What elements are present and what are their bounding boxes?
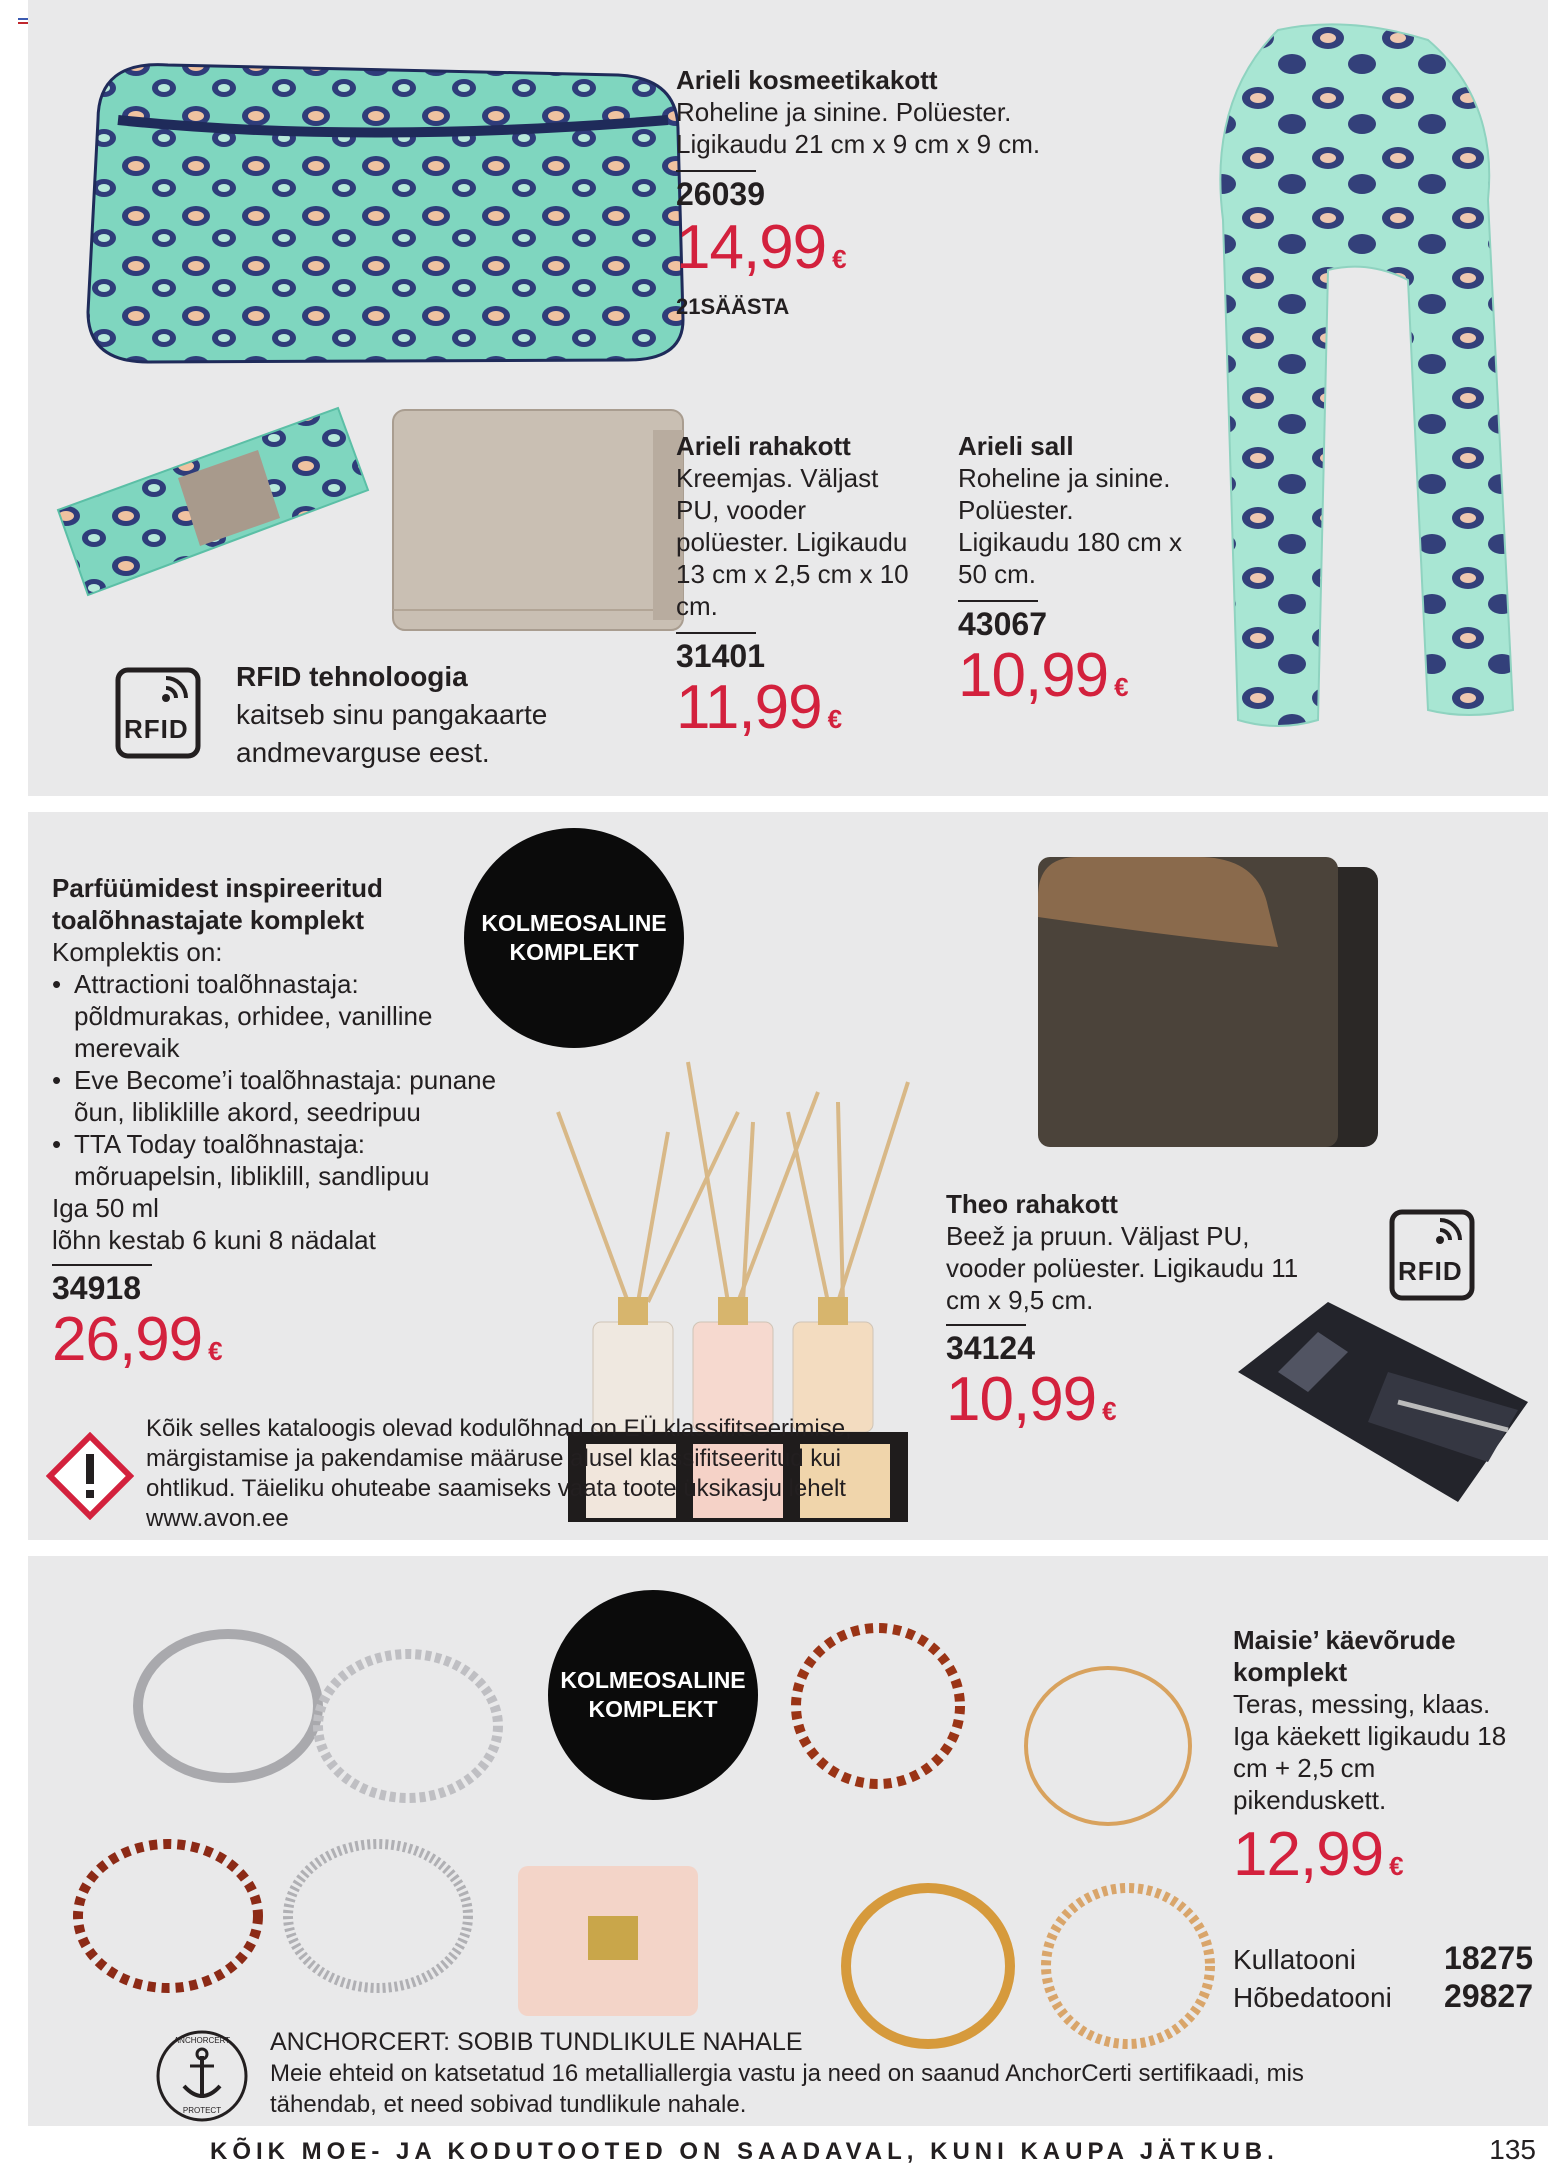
hazard-note: Kõik selles kataloogis olevad kodulõhnad on EÜ klassifitseerimise, märgistamise ja pakendamise määruse alusel klassifitseeritud kui ohtlikud. Täieliku ohuteabe saamiseks vaata toote üksikasju lehelt www.avon.ee bbox=[146, 1415, 852, 1532]
badge-line2: KOMPLEKT bbox=[588, 1696, 718, 1722]
cosmetic-bag-image bbox=[58, 50, 708, 370]
theo-wallet-info bbox=[946, 1188, 1306, 1442]
scarf-price bbox=[958, 641, 1188, 718]
wallet-title: Arieli rahakott bbox=[676, 431, 851, 461]
wallet-info bbox=[676, 430, 926, 750]
freshener-item: • TTA Today toalõhnastaja: mõruapelsin, libliklill, sandlipuu bbox=[52, 1128, 512, 1192]
variant-code: 18275 bbox=[1444, 1940, 1533, 1976]
cosmetic-bag-price-value: 14,99 bbox=[676, 213, 827, 282]
currency-symbol: € bbox=[827, 704, 842, 734]
currency-symbol: € bbox=[832, 244, 846, 274]
panel-scarf-wallet-bag bbox=[28, 0, 1548, 796]
currency-symbol: € bbox=[208, 1336, 222, 1366]
cream-wallet-image bbox=[383, 400, 703, 640]
cosmetic-bag-title: Arieli kosmeetikakott bbox=[676, 65, 938, 95]
scarf-info bbox=[958, 430, 1188, 718]
rfid-icon bbox=[114, 664, 206, 762]
freshener-item: • Eve Become’i toalõhnastaja: punane õun, libliklille akord, seedripuu bbox=[52, 1064, 552, 1128]
anchorcert-icon-top: ANCHORCERT bbox=[173, 2036, 231, 2045]
theo-wallet-desc: Beež ja pruun. Väljast PU, vooder polüester. Ligikaudu 11 cm x 9,5 cm. bbox=[946, 1221, 1299, 1315]
cosmetic-bag-desc: Roheline ja sinine. Polüester. Ligikaudu 21 cm x 9 cm x 9 cm. bbox=[676, 97, 1041, 159]
theo-wallet-price-value: 10,99 bbox=[946, 1365, 1097, 1434]
rfid-icon bbox=[1388, 1206, 1480, 1304]
scarf-price-value: 10,99 bbox=[958, 641, 1109, 710]
scarf-image bbox=[1168, 20, 1528, 740]
anchorcert-icon-bottom: PROTECT bbox=[182, 2106, 222, 2115]
variant-code: 29827 bbox=[1444, 1978, 1533, 2014]
anchorcert-info bbox=[270, 2026, 1390, 2120]
anchorcert-title: ANCHORCERT: SOBIB TUNDLIKULE NAHALE bbox=[270, 2028, 803, 2056]
theo-wallet-title: Theo rahakott bbox=[946, 1189, 1118, 1219]
bracelets-info bbox=[1233, 1624, 1533, 1897]
freshener-item: • Attractioni toalõhnastaja: põldmurakas, orhidee, vanilline merevaik bbox=[52, 968, 472, 1064]
variant-name: Hõbedatooni bbox=[1233, 1982, 1392, 2013]
bracelets-title: Maisie’ käevõrude komplekt bbox=[1233, 1625, 1456, 1687]
scarf-title: Arieli sall bbox=[958, 431, 1074, 461]
wallet-price-value: 11,99 bbox=[676, 673, 822, 742]
cosmetic-bag-price bbox=[676, 213, 1116, 290]
rfid-info bbox=[236, 658, 636, 772]
wallet-desc: Kreemjas. Väljast PU, vooder polüester. Ligikaudu 13 cm x 2,5 cm x 10 cm. bbox=[676, 463, 909, 621]
three-piece-badge bbox=[548, 1590, 758, 1800]
currency-symbol: € bbox=[1389, 1851, 1403, 1881]
freshener-duration: lõhn kestab 6 kuni 8 nädalat bbox=[52, 1225, 376, 1255]
cosmetic-bag-code: 26039 bbox=[676, 170, 756, 213]
variant-name: Kullatooni bbox=[1233, 1944, 1356, 1975]
wallet-price bbox=[676, 673, 926, 750]
corner-mark bbox=[18, 18, 28, 26]
badge-line2: KOMPLEKT bbox=[509, 939, 639, 965]
freshener-title: Parfüümidest inspireeritud toalõhnastajate komplekt bbox=[52, 873, 383, 935]
bracelets-price bbox=[1233, 1820, 1533, 1897]
freshener-intro: Komplektis on: bbox=[52, 937, 223, 967]
rfid-icon-text: RFID bbox=[1398, 1256, 1463, 1286]
hazard-warning-icon bbox=[46, 1432, 134, 1520]
badge-line1: KOLMEOSALINE bbox=[560, 1667, 746, 1693]
variant-row bbox=[1233, 1978, 1533, 2016]
footer-note: KÕIK MOE- JA KODUTOOTED ON SAADAVAL, KUNI KAUPA JÄTKUB. bbox=[210, 2138, 1279, 2165]
bracelet-variants bbox=[1233, 1940, 1533, 2016]
rfid-icon-text: RFID bbox=[124, 714, 189, 744]
scarf-desc: Roheline ja sinine. Polüester. Ligikaudu 180 cm x 50 cm. bbox=[958, 463, 1183, 589]
page-number: 135 bbox=[1489, 2134, 1536, 2165]
scarf-code: 43067 bbox=[958, 600, 1038, 643]
currency-symbol: € bbox=[1114, 672, 1128, 702]
badge-line1: KOLMEOSALINE bbox=[481, 910, 667, 936]
freshener-volume: Iga 50 ml bbox=[52, 1193, 159, 1223]
patterned-wallet-image bbox=[48, 400, 378, 600]
variant-row bbox=[1233, 1940, 1533, 1978]
rfid-title: RFID tehnoloogia bbox=[236, 661, 468, 692]
bracelets-price-value: 12,99 bbox=[1233, 1820, 1384, 1889]
anchorcert-desc: Meie ehteid on katsetatud 16 metalliallergia vastu ja need on saanud AnchorCerti sertifikaadi, mis tähendab, et need sobivad tundlikule nahale. bbox=[270, 2060, 1304, 2118]
currency-symbol: € bbox=[1102, 1396, 1116, 1426]
cosmetic-bag-info bbox=[676, 64, 1116, 320]
theo-wallet-price bbox=[946, 1365, 1306, 1442]
wallet-code: 31401 bbox=[676, 632, 756, 675]
freshener-price-value: 26,99 bbox=[52, 1305, 203, 1374]
panel-fresheners-wallet bbox=[28, 812, 1548, 1540]
freshener-code: 34918 bbox=[52, 1264, 152, 1307]
theo-wallet-image bbox=[1018, 837, 1398, 1177]
theo-wallet-code: 34124 bbox=[946, 1324, 1026, 1367]
anchorcert-icon bbox=[154, 2028, 250, 2124]
cosmetic-bag-save: 21SÄÄSTA bbox=[676, 294, 790, 319]
panel-bracelets bbox=[28, 1556, 1548, 2126]
rfid-desc: kaitseb sinu pangakaarte andmevarguse eest. bbox=[236, 699, 548, 768]
freshener-price bbox=[52, 1305, 572, 1382]
bracelets-desc: Teras, messing, klaas. Iga käekett ligikaudu 18 cm + 2,5 cm pikenduskett. bbox=[1233, 1689, 1507, 1815]
